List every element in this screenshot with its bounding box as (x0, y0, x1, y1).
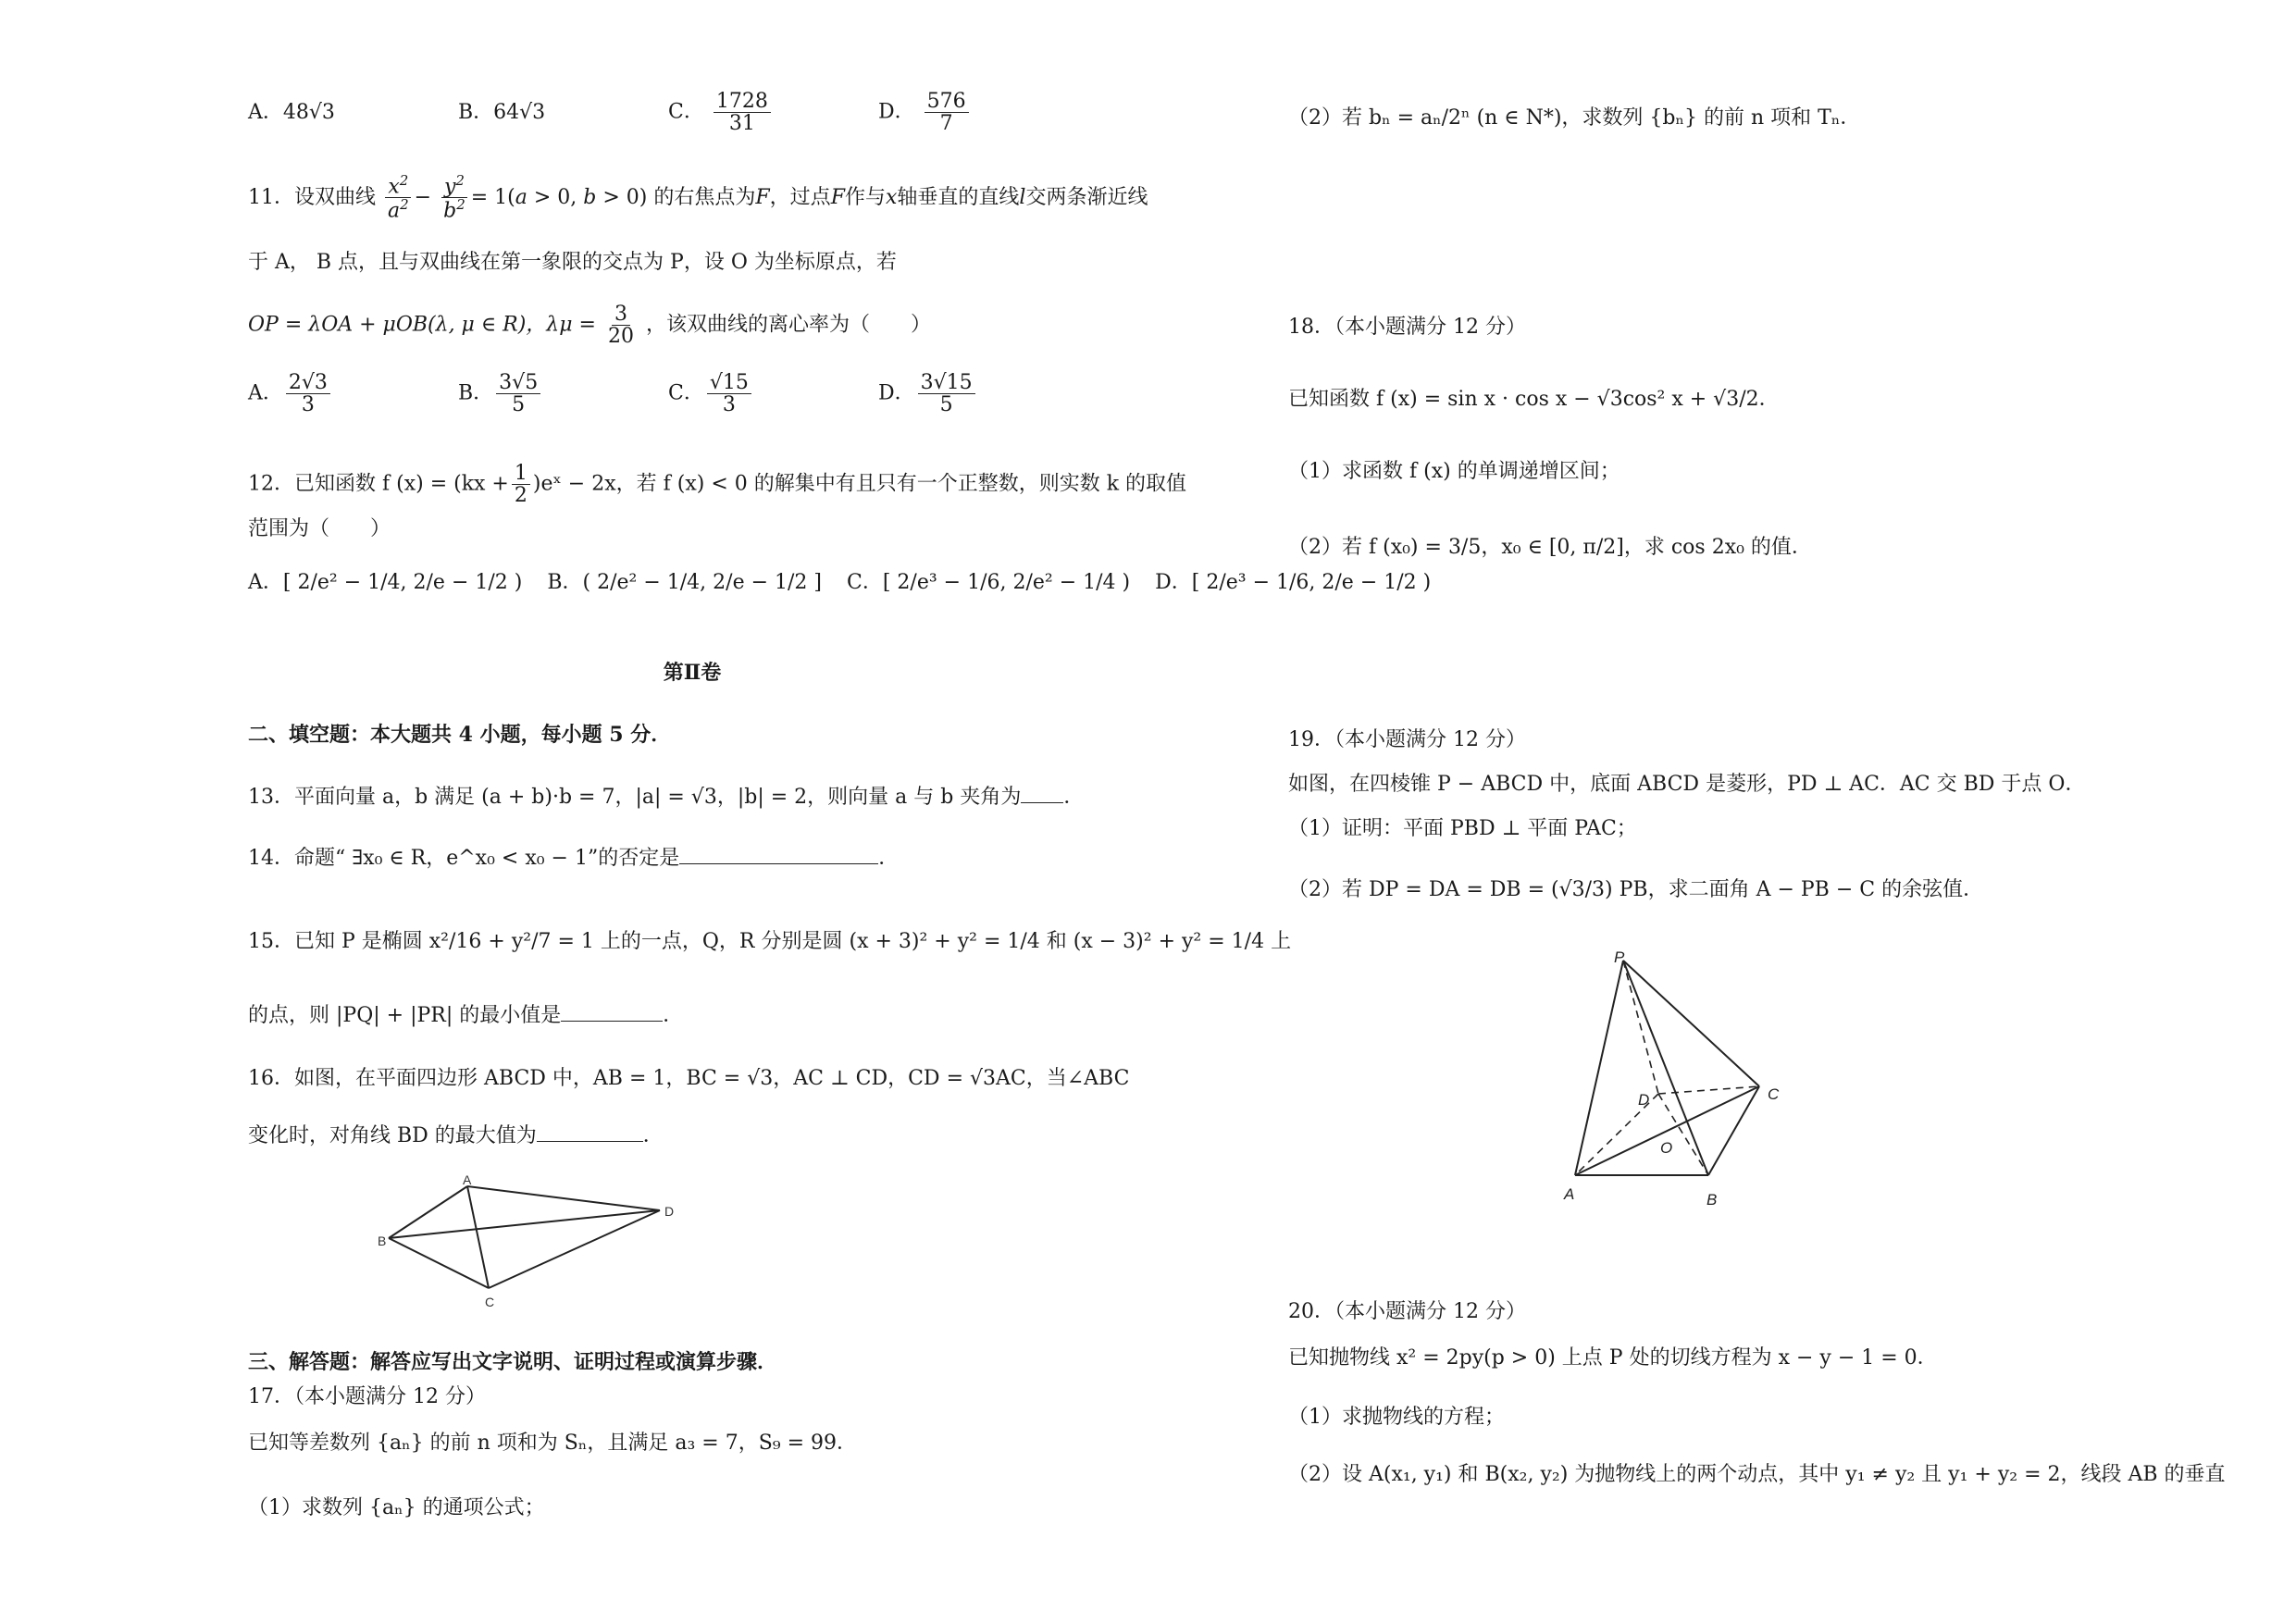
q17-line-1: 已知等差数列 {aₙ} 的前 n 项和为 Sₙ，且满足 a₃ = 7，S₉ = 99． (248, 1432, 858, 1455)
q11-line-2: 于 A， B 点，且与双曲线在第一象限的交点为 P，设 O 为坐标原点，若 (248, 251, 897, 274)
q13-answer-blank[interactable] (1021, 802, 1063, 803)
q16-edge-bc (389, 1238, 489, 1288)
q16-label-c: C (485, 1295, 495, 1309)
q20-title: 20．（本小题满分 12 分） (1288, 1300, 1526, 1323)
q19-part-2: （2）若 DP = DA = DB = (√3/3) PB，求二面角 A − PB − C 的余弦值． (1288, 878, 1984, 901)
q20-part-1: （1）求抛物线的方程； (1288, 1406, 1505, 1429)
q19-edge-ac (1575, 1086, 1759, 1175)
q15-line-2: 的点，则 |PQ| + |PR| 的最小值是 ． (248, 1004, 684, 1027)
q12-line-1: 12．已知函数 f (x) = (kx + $\frac{1}{2}$ )eˣ − 2x，若 f (x) < 0 的解集中有且只有一个正整数，则实数 k 的取值 (248, 462, 1187, 508)
q19-edge-db (1658, 1094, 1708, 1175)
q14: 14．命题“ ∃x₀ ∈ R，e^x₀ < x₀ − 1”的否定是 ． (248, 847, 900, 870)
q16-edge-bd (389, 1210, 660, 1238)
q19-edge-pd (1623, 961, 1658, 1094)
q11-option-a: A． $\frac{2√3}{3}$ (248, 372, 452, 415)
q16-quadrilateral-figure (378, 1175, 933, 1314)
q10-option-d: D． $\frac{576}{7}$ (878, 91, 1082, 134)
q19-title: 19．（本小题满分 12 分） (1288, 728, 1526, 751)
q19-part-1: （1）证明：平面 PBD ⊥ 平面 PAC； (1288, 817, 1637, 840)
q15-line-1: 15．已知 P 是椭圆 x²/16 + y²/7 = 1 上的一点，Q，R 分别是圆 (x + 3)² + y² = 1/4 和 (x − 3)² + y² = 1/4 上 (248, 930, 1292, 953)
q15-answer-blank[interactable] (561, 1021, 663, 1022)
q10-options (248, 91, 1082, 134)
q17-part-1: （1）求数列 {aₙ} 的通项公式； (248, 1496, 545, 1519)
q13: 13．平面向量 a，b 满足 (a + b)·b = 7，|a| = √3，|b| = 2，则向量 a 与 b 夹角为 ． (248, 786, 1085, 809)
q18-part-1: （1）求函数 f (x) 的单调递增区间； (1288, 460, 1620, 483)
q16-label-d: D (664, 1204, 675, 1219)
q12-option-a: A．[ 2/e² − 1/4, 2/e − 1/2 ) (248, 571, 523, 594)
q19-edge-bc (1708, 1086, 1759, 1175)
q16-edge-ad (467, 1186, 660, 1210)
q12-option-b: B．( 2/e² − 1/4, 2/e − 1/2 ] (547, 571, 822, 594)
q16-edge-ac (467, 1186, 489, 1288)
q19-label-a: A (1564, 1185, 1575, 1203)
q19-label-p: P (1614, 949, 1625, 966)
q16-label-a: A (463, 1175, 472, 1187)
q12-option-d: D．[ 2/e³ − 1/6, 2/e − 1/2 ) (1155, 571, 1432, 594)
q11-option-c: C． $\frac{√15}{3}$ (668, 372, 872, 415)
q10-option-a: A．48√3 (248, 100, 335, 124)
q16-answer-blank[interactable] (537, 1141, 643, 1142)
q19-pyramid-figure (1523, 949, 1912, 1218)
section-3-heading: 三、解答题：解答应写出文字说明、证明过程或演算步骤． (248, 1350, 778, 1374)
q16-line-2: 变化时，对角线 BD 的最大值为 ． (248, 1124, 664, 1147)
q19-label-c: C (1768, 1085, 1780, 1103)
q20-line-1: 已知抛物线 x² = 2py(p > 0) 上点 P 处的切线方程为 x − y − 1 = 0． (1288, 1346, 1938, 1370)
q11-line-1: 11．设双曲线 $\frac{x^2}{a^2}$ − $\frac{y^2}{b^2}$ = 1(a > 0, b > 0) 的右焦点为F，过点F作与x轴垂直的直线l交两条渐近线 (248, 172, 1148, 223)
q19-edge-pa (1575, 961, 1623, 1175)
q10-option-c: C． $\frac{1728}{31}$ (668, 91, 872, 134)
q16-line-1: 16．如图，在平面四边形 ABCD 中，AB = 1，BC = √3，AC ⊥ CD，CD = √3AC，当∠ABC (248, 1067, 1130, 1090)
section-2-heading: 二、填空题：本大题共 4 小题，每小题 5 分． (248, 723, 672, 747)
q18-line-1: 已知函数 f (x) = sin x · cos x − √3cos² x + √3/2． (1288, 388, 1780, 411)
q17-title: 17．（本小题满分 12 分） (248, 1385, 486, 1408)
q19-label-b: B (1706, 1191, 1718, 1209)
q18-title: 18．（本小题满分 12 分） (1288, 316, 1526, 339)
q16-edge-cd (489, 1210, 660, 1288)
q18-part-2: （2）若 f (x₀) = 3/5，x₀ ∈ [0, π/2]，求 cos 2x₀ 的值． (1288, 536, 1812, 559)
q20-part-2: （2）设 A(x₁, y₁) 和 B(x₂, y₂) 为抛物线上的两个动点，其中 y₁ ≠ y₂ 且 y₁ + y₂ = 2，线段 AB 的垂直 (1288, 1463, 2226, 1486)
q11-line-3: OP = λOA + μOB(λ, μ ∈ R)，λμ = $\frac{3}{20}$ ，该双曲线的离心率为（ ） (248, 303, 931, 349)
q11-option-b: B． $\frac{3√5}{5}$ (458, 372, 662, 415)
q11-options (248, 372, 1082, 415)
q19-edge-pc (1623, 961, 1759, 1086)
q11-option-d: D． $\frac{3√15}{5}$ (878, 372, 1082, 415)
q10-option-b: B．64√3 (458, 100, 546, 124)
q19-label-d: D (1638, 1091, 1650, 1109)
q12-options (248, 568, 1449, 598)
part-2-title: 第Ⅱ卷 (663, 661, 722, 685)
q19-label-o: O (1660, 1139, 1673, 1157)
q16-label-b: B (378, 1233, 387, 1248)
q14-answer-blank[interactable] (679, 863, 878, 864)
q12-option-c: C．[ 2/e³ − 1/6, 2/e² − 1/4 ) (847, 571, 1131, 594)
q17-part-2: （2）若 bₙ = aₙ/2ⁿ (n ∈ N*)，求数列 {bₙ} 的前 n 项和 Tₙ． (1288, 106, 1861, 130)
q19-line-1: 如图，在四棱锥 P − ABCD 中，底面 ABCD 是菱形，PD ⊥ AC．AC 交 BD 于点 O． (1288, 773, 2086, 796)
q12-line-2: 范围为（ ） (248, 517, 391, 540)
